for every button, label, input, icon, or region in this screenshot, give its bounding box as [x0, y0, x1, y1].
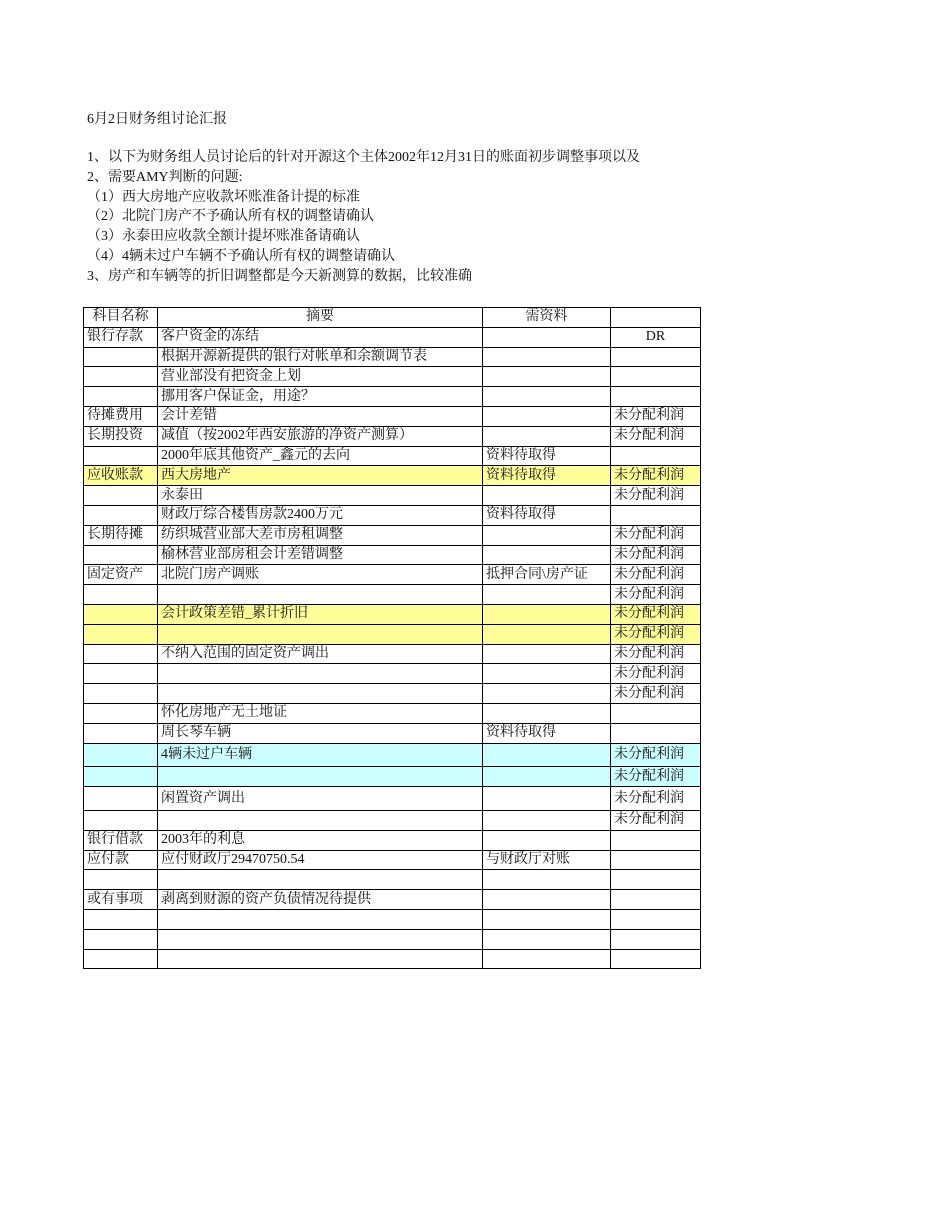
cell-summary[interactable]: 2003年的利息	[158, 830, 483, 850]
cell-summary[interactable]	[158, 870, 483, 890]
cell-entry[interactable]	[611, 387, 701, 407]
cell-summary[interactable]: 闲置资产调出	[158, 787, 483, 811]
cell-material[interactable]	[483, 367, 611, 387]
cell-material[interactable]: 资料待取得	[483, 505, 611, 525]
cell-entry[interactable]	[611, 850, 701, 870]
cell-entry[interactable]	[611, 347, 701, 367]
cell-account[interactable]: 固定资产	[84, 565, 158, 585]
cell-material[interactable]	[483, 406, 611, 426]
cell-summary[interactable]: 营业部没有把资金上划	[158, 367, 483, 387]
cell-material[interactable]	[483, 585, 611, 605]
cell-entry[interactable]: 未分配利润	[611, 525, 701, 545]
cell-account[interactable]: 银行借款	[84, 830, 158, 850]
cell-material[interactable]	[483, 929, 611, 949]
cell-material[interactable]	[483, 870, 611, 890]
cell-account[interactable]: 长期待摊	[84, 525, 158, 545]
table-row	[84, 787, 701, 811]
cell-account[interactable]: 长期投资	[84, 426, 158, 446]
cell-material[interactable]	[483, 684, 611, 704]
cell-entry[interactable]	[611, 723, 701, 743]
cell-summary[interactable]	[158, 909, 483, 929]
table-row	[84, 850, 701, 870]
cell-account[interactable]	[84, 949, 158, 969]
cell-account[interactable]	[84, 644, 158, 664]
note-line: 2、需要AMY判断的问题:	[87, 169, 243, 185]
cell-entry[interactable]: 未分配利润	[611, 644, 701, 664]
cell-entry[interactable]	[611, 909, 701, 929]
cell-summary[interactable]	[158, 767, 483, 787]
table-row	[84, 406, 701, 426]
table-row	[84, 870, 701, 890]
header-material[interactable]: 需资料	[483, 308, 611, 328]
table-row	[84, 644, 701, 664]
table-row	[84, 624, 701, 644]
cell-account[interactable]	[84, 810, 158, 830]
cell-material[interactable]	[483, 545, 611, 565]
cell-entry[interactable]	[611, 929, 701, 949]
cell-summary[interactable]	[158, 624, 483, 644]
cell-material[interactable]	[483, 949, 611, 969]
cell-entry[interactable]: 未分配利润	[611, 743, 701, 767]
cell-summary[interactable]: 榆林营业部房租会计差错调整	[158, 545, 483, 565]
cell-material[interactable]	[483, 787, 611, 811]
header-row	[84, 308, 701, 328]
cell-material[interactable]: 资料待取得	[483, 723, 611, 743]
note-line: （3）永泰田应收款全额计提坏账准备请确认	[87, 229, 360, 245]
cell-summary[interactable]: 财政厅综合楼售房款2400万元	[158, 505, 483, 525]
cell-entry[interactable]: 未分配利润	[611, 624, 701, 644]
cell-summary[interactable]: 会计差错	[158, 406, 483, 426]
cell-account[interactable]	[84, 624, 158, 644]
cell-entry[interactable]: 未分配利润	[611, 545, 701, 565]
cell-account[interactable]	[84, 664, 158, 684]
cell-account[interactable]	[84, 703, 158, 723]
cell-entry[interactable]: 未分配利润	[611, 767, 701, 787]
cell-material[interactable]	[483, 909, 611, 929]
cell-account[interactable]: 或有事项	[84, 890, 158, 910]
table-body	[84, 327, 701, 969]
cell-material[interactable]	[483, 890, 611, 910]
table-row	[84, 810, 701, 830]
cell-material[interactable]	[483, 830, 611, 850]
cell-material[interactable]	[483, 664, 611, 684]
cell-entry[interactable]: 未分配利润	[611, 684, 701, 704]
cell-account[interactable]	[84, 347, 158, 367]
cell-material[interactable]	[483, 347, 611, 367]
cell-entry[interactable]: 未分配利润	[611, 406, 701, 426]
cell-entry[interactable]: 未分配利润	[611, 565, 701, 585]
note-line: 3、房产和车辆等的折旧调整都是今天新测算的数据，比较准确	[87, 268, 472, 284]
cell-material[interactable]	[483, 624, 611, 644]
cell-account[interactable]	[84, 486, 158, 506]
cell-entry[interactable]	[611, 703, 701, 723]
cell-entry[interactable]: 未分配利润	[611, 787, 701, 811]
cell-material[interactable]	[483, 743, 611, 767]
cell-entry[interactable]: 未分配利润	[611, 426, 701, 446]
cell-account[interactable]: 应收账款	[84, 466, 158, 486]
cell-material[interactable]	[483, 767, 611, 787]
cell-summary[interactable]	[158, 810, 483, 830]
cell-material[interactable]	[483, 486, 611, 506]
cell-summary[interactable]: 剥离到财源的资产负债情况待提供	[158, 890, 483, 910]
cell-material[interactable]	[483, 525, 611, 545]
cell-entry[interactable]: 未分配利润	[611, 810, 701, 830]
cell-summary[interactable]: 根据开源新提供的银行对帐单和余额调节表	[158, 347, 483, 367]
cell-account[interactable]	[84, 929, 158, 949]
notes-list	[87, 148, 640, 287]
cell-material[interactable]	[483, 644, 611, 664]
cell-summary[interactable]	[158, 684, 483, 704]
table-row	[84, 723, 701, 743]
header-summary[interactable]: 摘要	[158, 308, 483, 328]
table-row	[84, 929, 701, 949]
cell-account[interactable]	[84, 684, 158, 704]
note-line: （1）西大房地产应收款坏账准备计提的标准	[87, 189, 360, 205]
table-row	[84, 565, 701, 585]
cell-summary[interactable]: 4辆未过户车辆	[158, 743, 483, 767]
cell-summary[interactable]	[158, 664, 483, 684]
cell-summary[interactable]: 西大房地产	[158, 466, 483, 486]
cell-summary[interactable]: 2000年底其他资产_鑫元的去向	[158, 446, 483, 466]
cell-material[interactable]: 资料待取得	[483, 466, 611, 486]
cell-entry[interactable]: 未分配利润	[611, 585, 701, 605]
cell-account[interactable]	[84, 870, 158, 890]
table-row	[84, 743, 701, 767]
cell-summary[interactable]	[158, 949, 483, 969]
cell-summary[interactable]: 客户资金的冻结	[158, 327, 483, 347]
note-line: （2）北院门房产不予确认所有权的调整请确认	[87, 209, 374, 225]
cell-account[interactable]	[84, 767, 158, 787]
cell-summary[interactable]: 北院门房产调账	[158, 565, 483, 585]
table-row	[84, 486, 701, 506]
table-row	[84, 604, 701, 624]
table-row	[84, 525, 701, 545]
cell-material[interactable]: 资料待取得	[483, 446, 611, 466]
cell-entry[interactable]	[611, 367, 701, 387]
cell-account[interactable]	[84, 545, 158, 565]
cell-summary[interactable]: 应付财政厅29470750.54	[158, 850, 483, 870]
cell-summary[interactable]: 减值（按2002年西安旅游的净资产测算）	[158, 426, 483, 446]
cell-entry[interactable]: 未分配利润	[611, 664, 701, 684]
table-row	[84, 466, 701, 486]
table-row	[84, 426, 701, 446]
cell-summary[interactable]	[158, 585, 483, 605]
note-line: 1、以下为财务组人员讨论后的针对开源这个主体2002年12月31日的账面初步调整事项以及	[87, 150, 640, 165]
cell-account[interactable]	[84, 387, 158, 407]
adjustments-table	[83, 307, 701, 969]
cell-material[interactable]	[483, 810, 611, 830]
cell-entry[interactable]	[611, 890, 701, 910]
cell-entry[interactable]	[611, 505, 701, 525]
cell-account[interactable]	[84, 505, 158, 525]
cell-account[interactable]	[84, 909, 158, 929]
cell-summary[interactable]: 挪用客户保证金，用途？	[158, 387, 483, 407]
cell-entry[interactable]	[611, 949, 701, 969]
cell-summary[interactable]: 永泰田	[158, 486, 483, 506]
table-row	[84, 890, 701, 910]
cell-material[interactable]	[483, 604, 611, 624]
table-row	[84, 830, 701, 850]
cell-account[interactable]	[84, 743, 158, 767]
table-row	[84, 664, 701, 684]
note-line: （4）4辆未过户车辆不予确认所有权的调整请确认	[87, 248, 395, 264]
cell-entry[interactable]: 未分配利润	[611, 604, 701, 624]
table-row	[84, 505, 701, 525]
cell-summary[interactable]: 不纳入范围的固定资产调出	[158, 644, 483, 664]
cell-summary[interactable]	[158, 929, 483, 949]
cell-material[interactable]	[483, 327, 611, 347]
table-row	[84, 684, 701, 704]
cell-entry[interactable]: DR	[611, 327, 701, 347]
cell-account[interactable]	[84, 367, 158, 387]
cell-material[interactable]	[483, 426, 611, 446]
table-row	[84, 545, 701, 565]
cell-account[interactable]	[84, 585, 158, 605]
table-row	[84, 347, 701, 367]
cell-entry[interactable]	[611, 446, 701, 466]
cell-account[interactable]	[84, 604, 158, 624]
cell-summary[interactable]: 周长琴车辆	[158, 723, 483, 743]
header-entry[interactable]	[611, 308, 701, 328]
table-row	[84, 327, 701, 347]
cell-summary[interactable]: 会计政策差错_累计折旧	[158, 604, 483, 624]
cell-entry[interactable]: 未分配利润	[611, 466, 701, 486]
table-row	[84, 446, 701, 466]
table-row	[84, 367, 701, 387]
cell-summary[interactable]: 怀化房地产无土地证	[158, 703, 483, 723]
cell-account[interactable]	[84, 723, 158, 743]
cell-account[interactable]: 银行存款	[84, 327, 158, 347]
table-row	[84, 585, 701, 605]
table-row	[84, 703, 701, 723]
cell-account[interactable]: 应付款	[84, 850, 158, 870]
cell-summary[interactable]: 纺织城营业部大差市房租调整	[158, 525, 483, 545]
cell-material[interactable]	[483, 703, 611, 723]
table-row	[84, 949, 701, 969]
cell-entry[interactable]	[611, 870, 701, 890]
cell-entry[interactable]: 未分配利润	[611, 486, 701, 506]
table-row	[84, 387, 701, 407]
cell-account[interactable]: 待摊费用	[84, 406, 158, 426]
cell-material[interactable]	[483, 387, 611, 407]
table-row	[84, 909, 701, 929]
cell-entry[interactable]	[611, 830, 701, 850]
cell-material[interactable]: 与财政厅对账	[483, 850, 611, 870]
cell-account[interactable]	[84, 787, 158, 811]
report-title: 6月2日财务组讨论汇报	[87, 112, 227, 127]
table-row	[84, 767, 701, 787]
header-account[interactable]: 科目名称	[84, 308, 158, 328]
cell-account[interactable]	[84, 446, 158, 466]
cell-material[interactable]: 抵押合同\房产证	[483, 565, 611, 585]
